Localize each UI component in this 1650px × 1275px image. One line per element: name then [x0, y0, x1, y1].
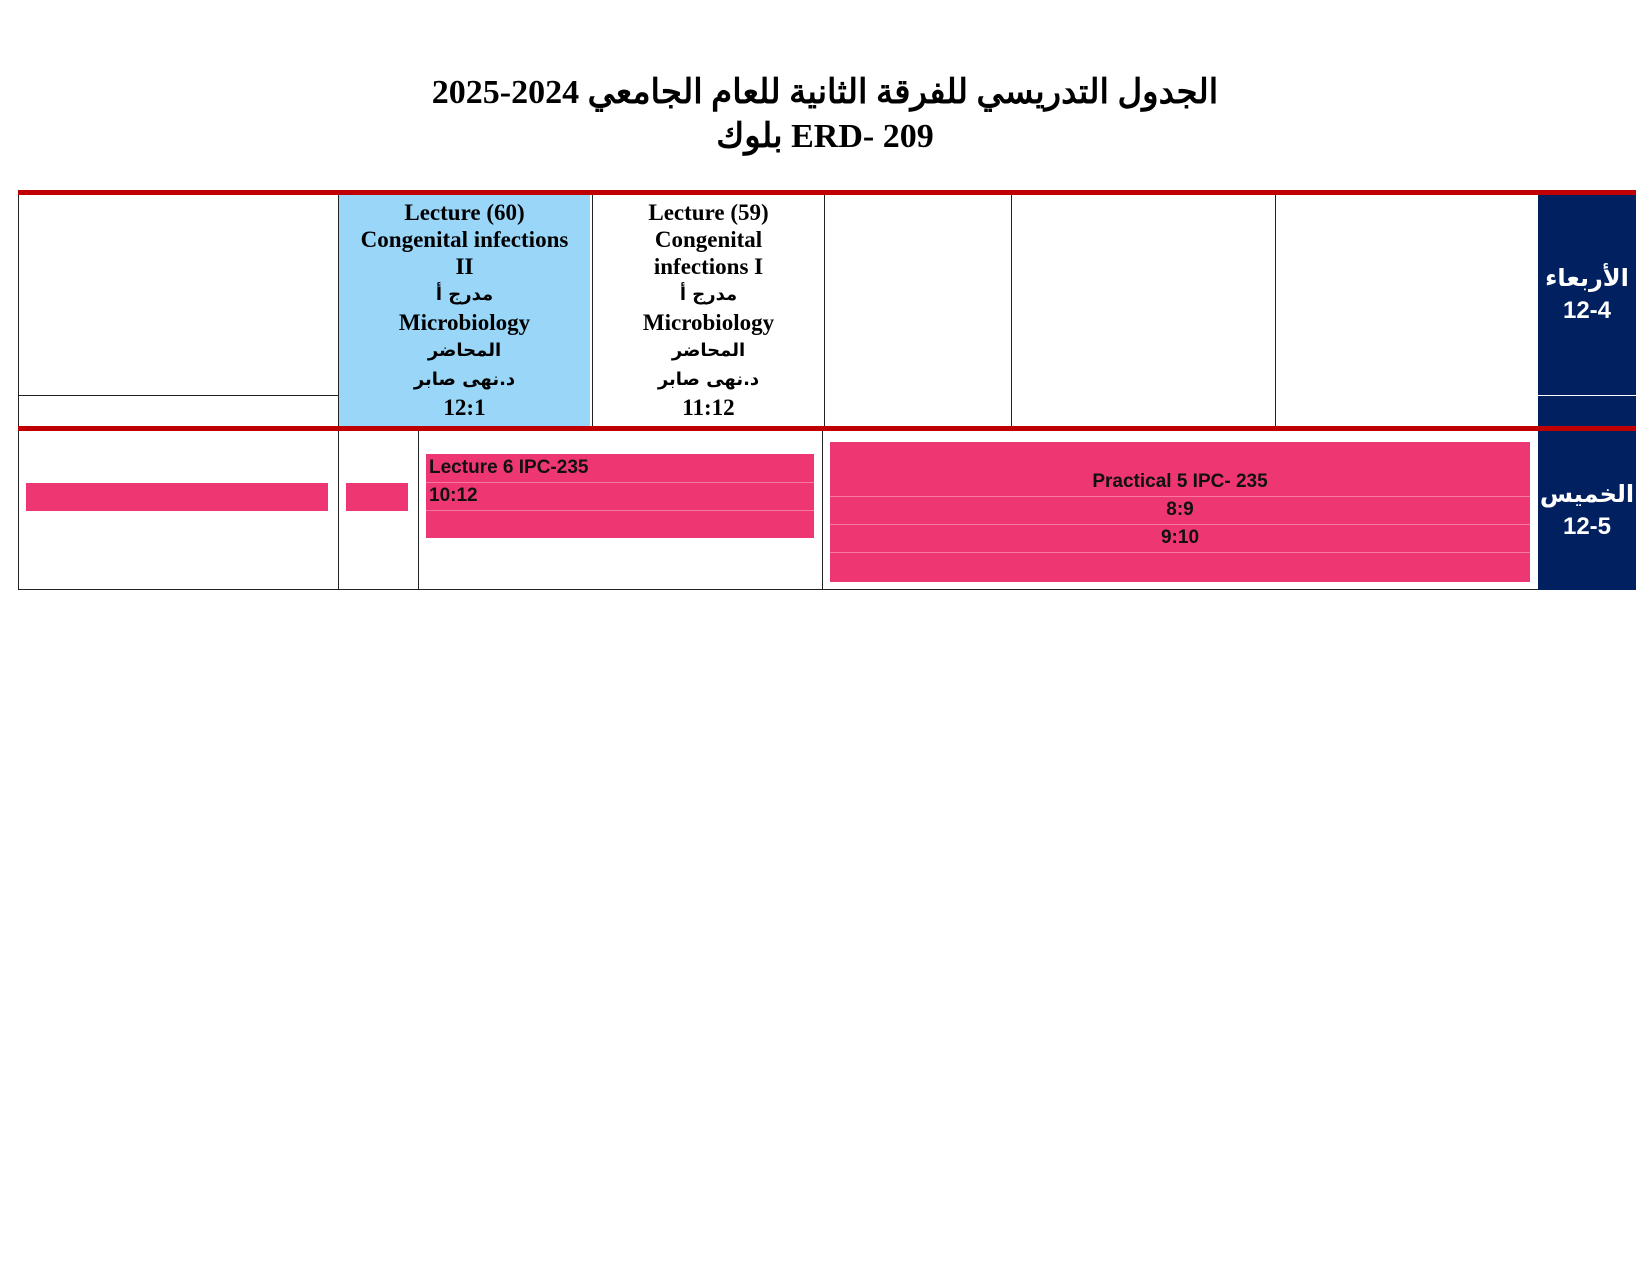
session-time: 8:9	[1166, 499, 1194, 520]
day-name: الأربعاء	[1545, 265, 1629, 292]
lecturer-name: د.نهى صابر	[657, 369, 760, 390]
lecture-60-cell[interactable]	[339, 195, 590, 426]
empty-session-bar	[26, 483, 328, 511]
lecture-hall: مدرج أ	[679, 284, 738, 305]
grid-line	[18, 589, 1538, 590]
session-time: 9:10	[1160, 527, 1200, 548]
lecture-title: Lecture (59)	[648, 200, 769, 225]
title-line-2: بلوك ERD- 209	[716, 118, 934, 155]
grid-line	[1011, 195, 1012, 426]
lecture-subject: Microbiology	[398, 310, 531, 335]
grid-line	[18, 431, 19, 590]
session-label: Lecture 6 IPC-235	[429, 457, 589, 478]
lecture-topic: infections I	[653, 254, 764, 279]
grid-line	[1275, 195, 1276, 426]
grid-line	[338, 431, 339, 590]
day-header-thursday	[1538, 431, 1636, 590]
row-separator	[18, 426, 1636, 431]
grid-line	[822, 431, 823, 590]
session-label: Practical 5 IPC- 235	[1092, 471, 1268, 492]
grid-line	[18, 195, 19, 426]
day-date: 12-4	[1562, 297, 1612, 324]
lecture-topic: Congenital	[654, 227, 763, 252]
title-line-1: الجدول التدريسي للفرقة الثانية للعام الجامعي 2024-2025	[431, 74, 1219, 111]
session-divider	[830, 552, 1530, 553]
lecture-hall: مدرج أ	[435, 284, 494, 305]
lecture-topic: II	[455, 254, 474, 279]
session-divider	[426, 510, 814, 511]
day-name: الخميس	[1539, 480, 1635, 508]
day-header-strip	[1538, 396, 1636, 426]
lecturer-name: د.نهى صابر	[413, 369, 516, 390]
row-separator	[18, 190, 1636, 195]
lecture-59-cell[interactable]	[593, 195, 824, 426]
lecture-topic: Congenital infections	[360, 227, 569, 252]
day-date: 12-5	[1562, 512, 1612, 540]
lecturer-label: المحاضر	[427, 340, 502, 361]
grid-line	[18, 395, 338, 396]
session-time: 10:12	[429, 485, 478, 506]
lecturer-label: المحاضر	[671, 340, 746, 361]
lecture-time: 12:1	[443, 395, 486, 420]
lecture-title: Lecture (60)	[404, 200, 525, 225]
lecture-subject: Microbiology	[642, 310, 775, 335]
session-divider	[426, 482, 814, 483]
empty-session-bar	[346, 483, 408, 511]
lecture-time: 11:12	[682, 395, 735, 420]
grid-line	[418, 431, 419, 590]
grid-line	[824, 195, 825, 426]
schedule-table	[18, 190, 1636, 590]
day-header-wednesday	[1538, 195, 1636, 395]
